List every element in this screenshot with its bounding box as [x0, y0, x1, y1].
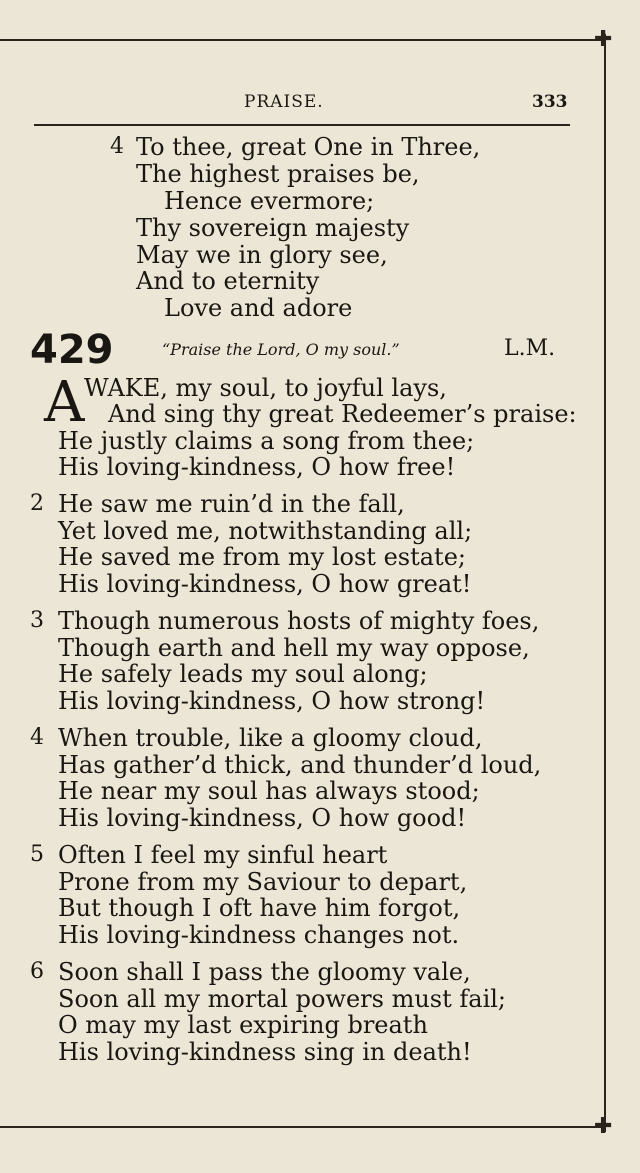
verse-line: Hence evermore; — [164, 187, 375, 215]
bottom-corner-ornament: ✚ — [594, 1114, 613, 1139]
stanza-number: 5 — [30, 842, 44, 867]
verse-line: His loving-kindness sing in death! — [58, 1038, 472, 1066]
right-border-rule — [604, 34, 606, 1132]
verse-line: His loving-kindness, O how free! — [58, 453, 456, 481]
verse-line: Has gather’d thick, and thunder’d loud, — [58, 751, 542, 779]
verse-line: His loving-kindness, O how great! — [58, 570, 472, 598]
verse-line: The highest praises be, — [136, 160, 420, 188]
verse-line: May we in glory see, — [136, 241, 388, 269]
page-number: 333 — [532, 92, 568, 112]
verse-line: O may my last expiring breath — [58, 1011, 428, 1039]
top-corner-ornament: ✚ — [594, 27, 613, 52]
verse-line: He saw me ruin’d in the fall, — [58, 490, 405, 518]
verse-line: Though earth and hell my way oppose, — [58, 634, 530, 662]
verse-line: His loving-kindness, O how strong! — [58, 687, 486, 715]
top-border-rule — [0, 39, 604, 41]
verse-line: His loving-kindness, O how good! — [58, 804, 467, 832]
header-rule — [34, 124, 570, 126]
stanza-number: 4 — [110, 134, 124, 159]
verse-line: Yet loved me, notwithstanding all; — [58, 517, 473, 545]
stanza-number: 3 — [30, 608, 44, 633]
verse-line: WAKE, my soul, to joyful lays, — [84, 374, 447, 402]
stanza-number: 2 — [30, 491, 44, 516]
verse-line: He near my soul has always stood; — [58, 777, 480, 805]
verse-line: He safely leads my soul along; — [58, 660, 428, 688]
verse-line: Soon all my mortal powers must fail; — [58, 985, 507, 1013]
verse-line: When trouble, like a gloomy cloud, — [58, 724, 483, 752]
verse-line: Prone from my Saviour to depart, — [58, 868, 468, 896]
drop-cap: A — [44, 370, 85, 435]
verse-line: Thy sovereign majesty — [136, 214, 410, 242]
verse-line: He justly claims a song from thee; — [58, 427, 475, 455]
stanza-number: 6 — [30, 959, 44, 984]
hymn-meter: L.M. — [504, 336, 556, 361]
running-title: PRAISE. — [244, 92, 324, 112]
verse-line: His loving-kindness changes not. — [58, 921, 460, 949]
verse-line: Though numerous hosts of mighty foes, — [58, 607, 540, 635]
hymn-number: 429 — [30, 327, 114, 373]
running-header — [0, 92, 640, 116]
verse-line: Soon shall I pass the gloomy vale, — [58, 958, 471, 986]
verse-line: And sing thy great Redeemer’s praise: — [108, 400, 577, 428]
stanza-number: 4 — [30, 725, 44, 750]
verse-line: Love and adore — [164, 294, 353, 322]
verse-line: But though I oft have him forgot, — [58, 894, 461, 922]
hymn-subtitle: “Praise the Lord, O my soul.” — [162, 340, 400, 359]
bottom-border-rule — [0, 1126, 604, 1128]
verse-line: He saved me from my lost estate; — [58, 543, 466, 571]
verse-line: And to eternity — [136, 267, 320, 295]
verse-line: To thee, great One in Three, — [136, 133, 481, 161]
verse-line: Often I feel my sinful heart — [58, 841, 388, 869]
